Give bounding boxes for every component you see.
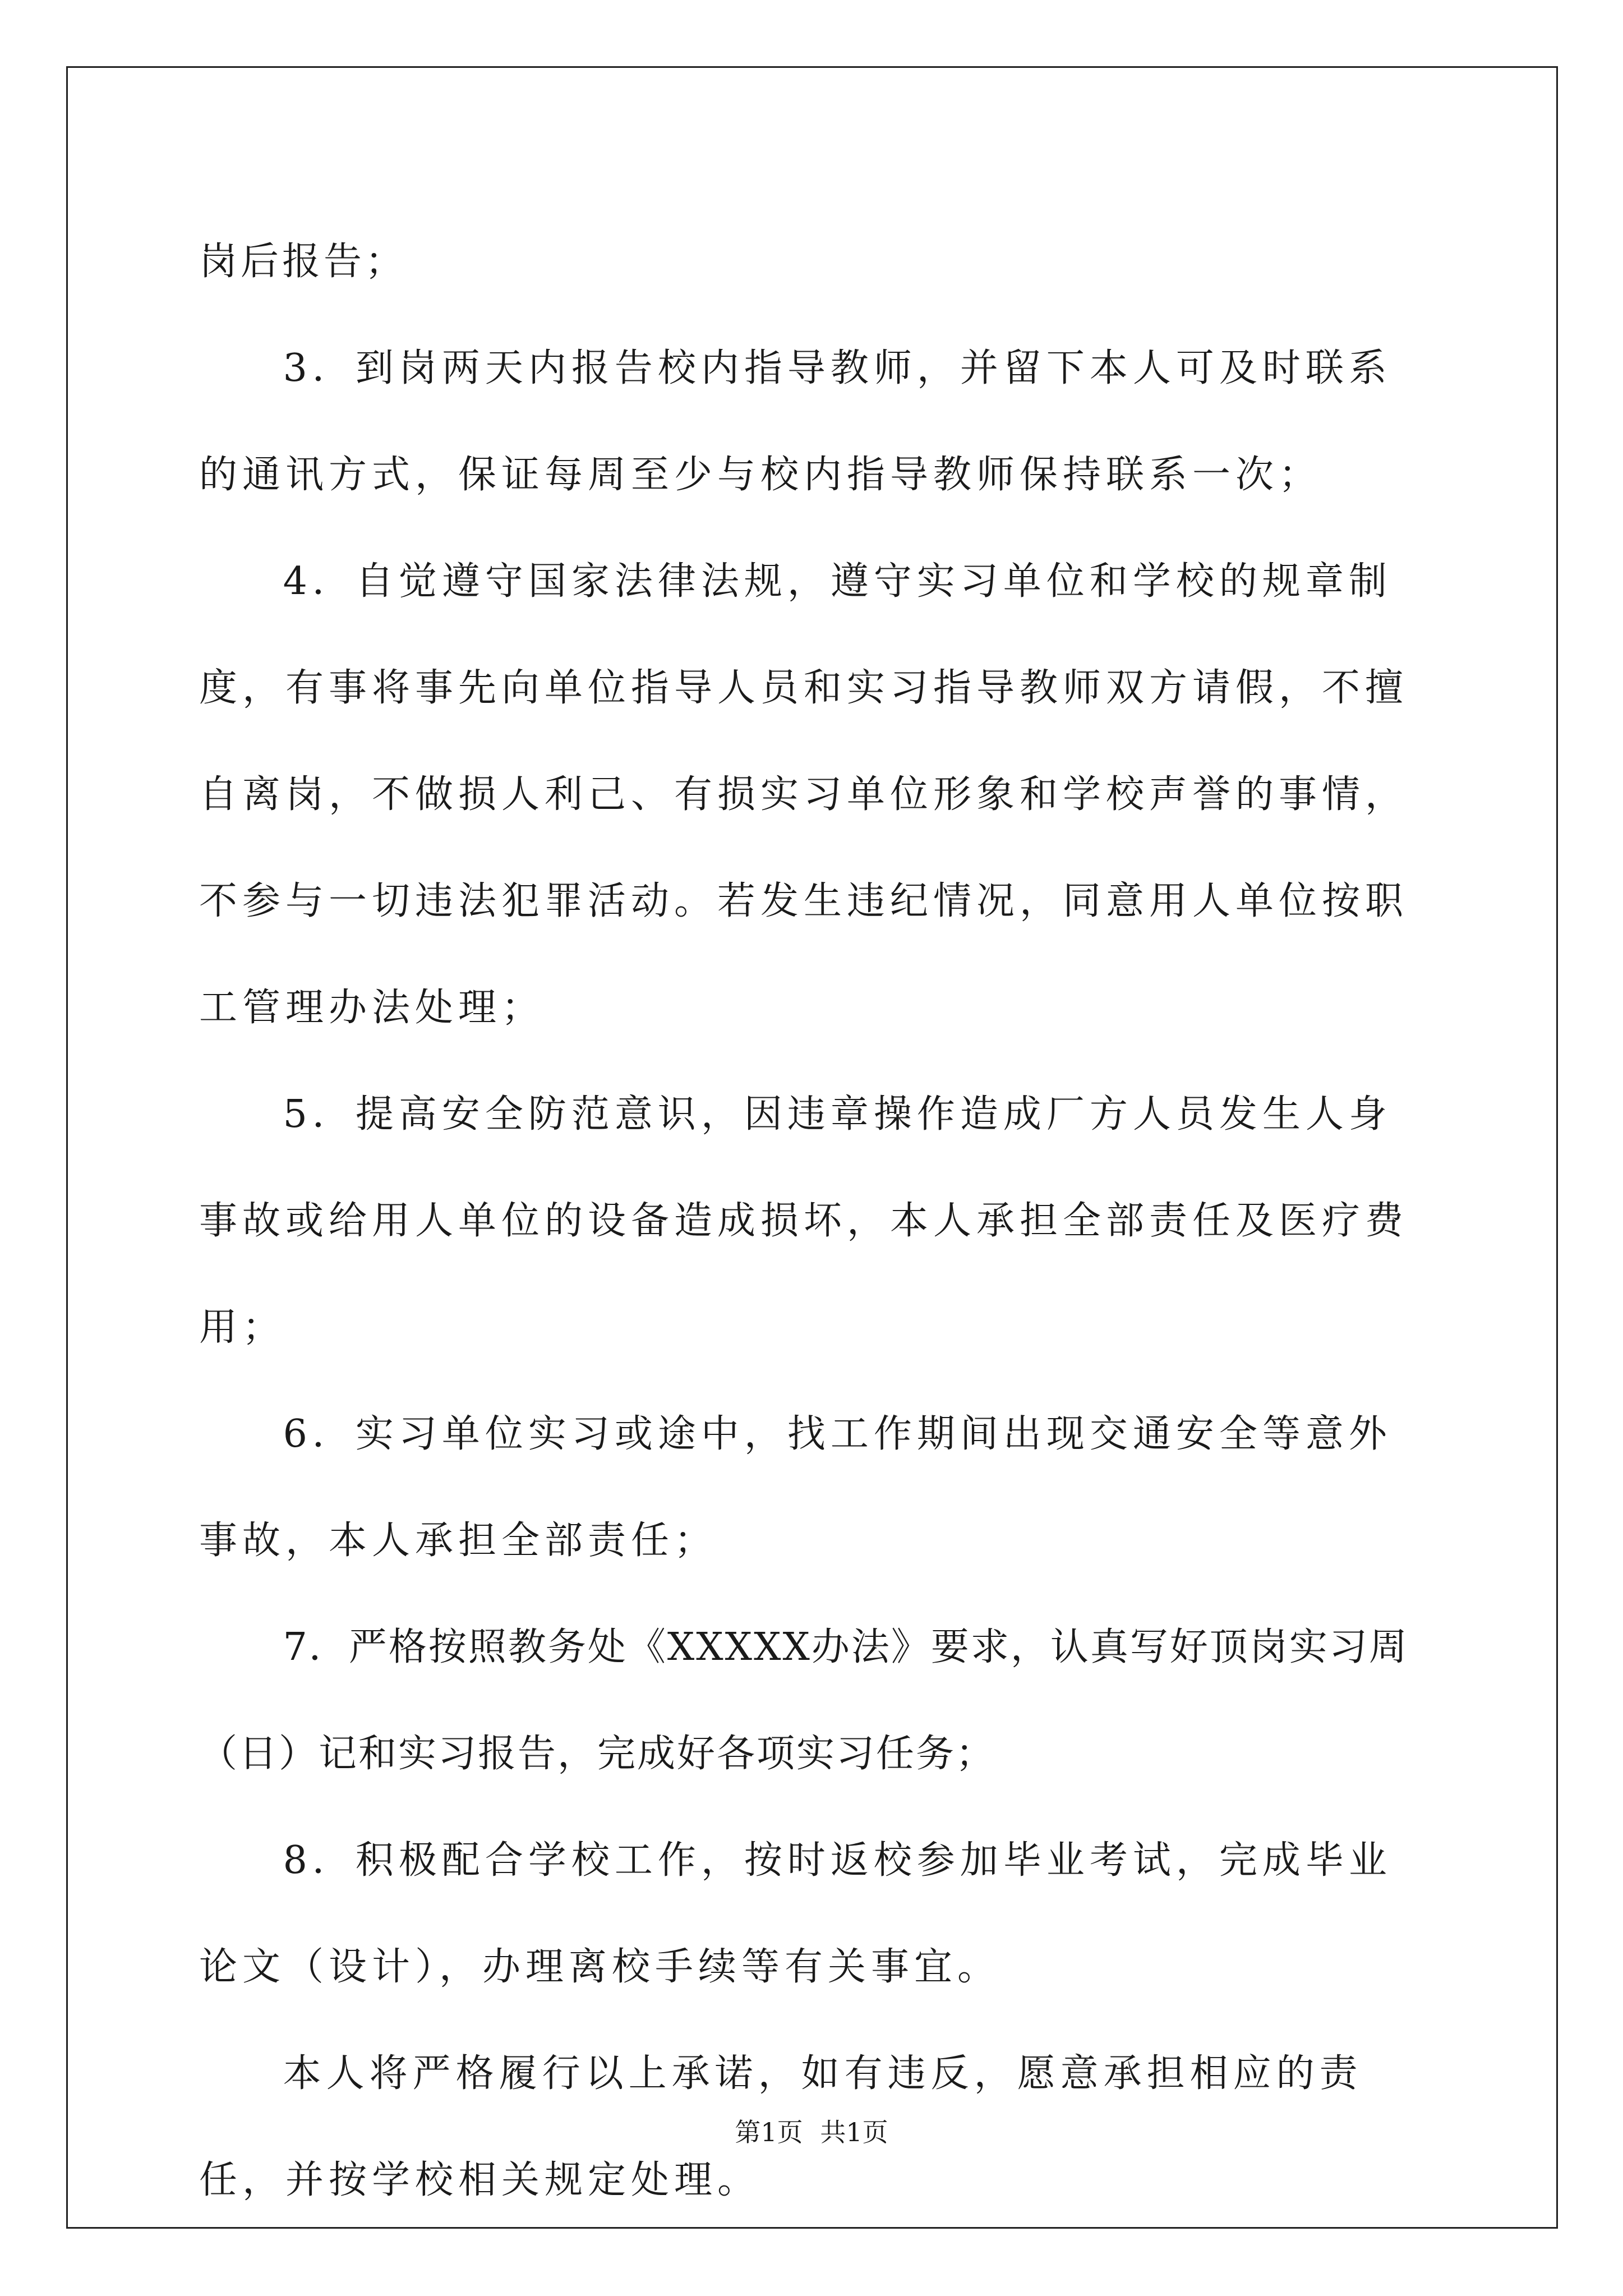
document-body <box>199 209 1427 2234</box>
paragraph-item-5: 5．提高安全防范意识，因违章操作造成厂方人员发生人身事故或给用人单位的设备造成损坏，本人承担全部责任及医疗费用； <box>199 1092 1409 1350</box>
page-footer <box>0 2112 1623 2149</box>
paragraph-item-7: 7．严格按照教务处《XXXXX办法》要求，认真写好顶岗实习周（日）记和实习报告，完成好各项实习任务； <box>199 1625 1409 1776</box>
paragraph-continuation: 岗后报告； <box>199 240 407 284</box>
paragraph-commitment: 本人将严格履行以上承诺，如有违反，愿意承担相应的责任，并按学校相关规定处理。 <box>199 2051 1363 2202</box>
page-total: 共1页 <box>820 2117 888 2147</box>
paragraph-item-6: 6．实习单位实习或途中，找工作期间出现交通安全等意外事故，本人承担全部责任； <box>199 1412 1392 1563</box>
paragraph-item-3: 3．到岗两天内报告校内指导教师，并留下本人可及时联系的通讯方式，保证每周至少与校内指导教师保持联系一次； <box>199 346 1392 497</box>
paragraph-item-8: 8．积极配合学校工作，按时返校参加毕业考试，完成毕业论文（设计），办理离校手续等有关事宜。 <box>199 1838 1392 1989</box>
paragraph-item-4: 4．自觉遵守国家法律法规，遵守实习单位和学校的规章制度，有事将事先向单位指导人员和实习指导教师双方请假，不擅自离岗，不做损人利己、有损实习单位形象和学校声誉的事情，不参与一切违法犯罪活动。若发生违纪情况，同意用人单位按职工管理办法处理； <box>199 559 1409 1030</box>
page-number: 第1页 <box>735 2117 803 2147</box>
